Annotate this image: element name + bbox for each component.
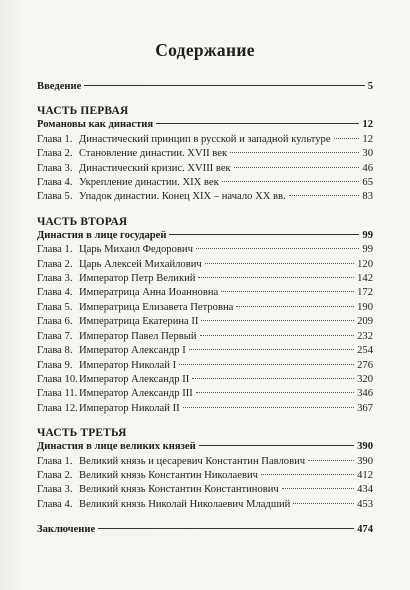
toc-page-number: 412 (357, 469, 373, 481)
chapter-title: Великий князь Константин Константинович (79, 484, 279, 496)
toc-chapter (37, 176, 373, 190)
toc-page-number: 172 (357, 287, 373, 299)
chapter-number: Глава 9. (37, 359, 73, 371)
toc-page-number: 190 (357, 301, 373, 313)
chapter-title: Укрепление династии. XIX век (79, 177, 219, 189)
chapter-number: Глава 7. (37, 330, 73, 342)
dot-leader (261, 474, 354, 475)
toc-page-number: 30 (362, 148, 373, 160)
chapter-number: Глава 3. (37, 484, 73, 496)
chapter-number: Глава 10. (37, 373, 78, 385)
part-heading: ЧАСТЬ ВТОРАЯ (37, 215, 128, 228)
toc-entry-conclusion (37, 523, 373, 537)
toc-chapter (37, 455, 373, 469)
toc-page-number: 99 (362, 229, 373, 241)
chapter-title: Император Петр Великий (79, 273, 196, 285)
chapter-number: Глава 2. (37, 258, 73, 270)
dot-leader (221, 291, 354, 292)
chapter-number: Глава 4. (37, 287, 73, 299)
table-of-contents (37, 40, 373, 538)
toc-chapter (37, 301, 373, 315)
chapter-number: Глава 2. (37, 469, 73, 481)
dot-leader (84, 85, 364, 86)
toc-section-label: Династия в лице великих князей (37, 441, 196, 453)
toc-chapter (37, 498, 373, 512)
chapter-title: Великий князь Константин Николаевич (79, 469, 258, 481)
chapter-title: Династический принцип в русской и западной культуре (79, 133, 331, 145)
toc-page-number: 320 (357, 373, 373, 385)
toc-chapter (37, 469, 373, 483)
toc-page-number: 209 (357, 316, 373, 328)
toc-page-number: 5 (367, 81, 373, 92)
toc-entry-label: Заключение (37, 524, 96, 536)
chapter-number: Глава 1. (37, 133, 73, 145)
toc-section (37, 440, 373, 454)
chapter-title: Императрица Екатерина II (79, 316, 199, 328)
dot-leader (236, 306, 354, 307)
chapter-number: Глава 11. (37, 388, 78, 400)
toc-page-number: 346 (357, 388, 373, 400)
toc-chapter (37, 483, 373, 497)
chapter-number: Глава 3. (37, 162, 73, 174)
toc-page-number: 120 (357, 258, 373, 270)
chapter-title: Династический кризис. XVIII век (79, 162, 231, 174)
dot-leader (189, 349, 354, 350)
toc-chapter (37, 133, 373, 147)
dot-leader (293, 503, 354, 504)
toc-chapter (37, 330, 373, 344)
chapter-title: Императрица Анна Иоанновна (79, 287, 219, 299)
chapter-number: Глава 4. (37, 177, 73, 189)
dot-leader (156, 123, 359, 124)
toc-chapter (37, 402, 373, 416)
toc-chapter (37, 387, 373, 401)
toc-section (37, 118, 373, 132)
toc-page-number: 390 (357, 441, 373, 453)
toc-page-number: 65 (362, 177, 373, 189)
toc-section (37, 229, 373, 243)
dot-leader (200, 335, 355, 336)
chapter-number: Глава 5. (37, 191, 73, 203)
dot-leader (234, 167, 360, 168)
dot-leader (201, 320, 354, 321)
chapter-title: Упадок династии. Конец XIX – начало XX вв. (79, 191, 286, 203)
toc-page-number: 12 (362, 119, 373, 131)
chapter-number: Глава 4. (37, 498, 73, 510)
dot-leader (308, 460, 354, 461)
chapter-title: Император Александр II (79, 373, 190, 385)
dot-leader (192, 378, 354, 379)
chapter-title: Становление династии. XVII век (79, 148, 228, 160)
toc-page-number: 83 (362, 191, 373, 203)
dot-leader (183, 407, 354, 408)
dot-leader (198, 277, 354, 278)
toc-chapter (37, 162, 373, 176)
chapter-number: Глава 3. (37, 273, 73, 285)
chapter-title: Император Александр III (79, 388, 193, 400)
toc-page-number: 232 (357, 330, 373, 342)
toc-section-label: Династия в лице государей (37, 229, 167, 241)
toc-entry-intro (37, 80, 373, 94)
toc-entry-label: Введение (37, 81, 82, 92)
toc-chapter (37, 243, 373, 257)
dot-leader (289, 195, 360, 196)
chapter-number: Глава 1. (37, 455, 73, 467)
toc-page-number: 434 (357, 484, 373, 496)
toc-page-number: 99 (362, 244, 373, 256)
dot-leader (334, 138, 360, 139)
toc-chapter (37, 373, 373, 387)
toc-chapter (37, 344, 373, 358)
toc-page-number: 142 (357, 273, 373, 285)
toc-page-number: 46 (362, 162, 373, 174)
dot-leader (196, 248, 360, 249)
chapter-title: Император Александр I (79, 345, 186, 357)
toc-page-number: 367 (357, 402, 373, 414)
dot-leader (222, 181, 360, 182)
toc-chapter (37, 315, 373, 329)
chapter-title: Император Николай I (79, 359, 177, 371)
dot-leader (205, 263, 354, 264)
dot-leader (196, 392, 354, 393)
chapter-title: Царь Алексей Михайлович (79, 258, 202, 270)
dot-leader (98, 528, 354, 529)
chapter-number: Глава 2. (37, 148, 73, 160)
chapter-title: Император Николай II (79, 402, 180, 414)
toc-page-number: 390 (357, 455, 373, 467)
chapter-number: Глава 6. (37, 316, 73, 328)
chapter-number: Глава 8. (37, 345, 73, 357)
chapter-title: Император Павел Первый (79, 330, 197, 342)
chapter-number: Глава 12. (37, 402, 78, 414)
dot-leader (230, 152, 359, 153)
dot-leader (169, 234, 359, 235)
toc-chapter (37, 258, 373, 272)
chapter-number: Глава 5. (37, 301, 73, 313)
part-heading: ЧАСТЬ ТРЕТЬЯ (37, 427, 127, 440)
toc-chapter (37, 190, 373, 204)
part-heading: ЧАСТЬ ПЕРВАЯ (37, 105, 129, 118)
toc-chapter (37, 286, 373, 300)
toc-page-number: 12 (362, 133, 373, 145)
chapter-number: Глава 1. (37, 244, 73, 256)
chapter-title: Императрица Елизавета Петровна (79, 301, 234, 313)
chapter-title: Великий князь и цесаревич Константин Павлович (79, 455, 306, 467)
dot-leader (179, 364, 354, 365)
toc-page-number: 474 (357, 524, 373, 536)
chapter-title: Царь Михаил Федорович (79, 244, 193, 256)
toc-page-number: 254 (357, 345, 373, 357)
toc-title: Содержание (155, 40, 255, 60)
toc-chapter (37, 359, 373, 373)
dot-leader (282, 488, 354, 489)
chapter-title: Великий князь Николай Николаевич Младший (79, 498, 291, 510)
dot-leader (199, 445, 354, 446)
toc-page-number: 276 (357, 359, 373, 371)
toc-chapter (37, 272, 373, 286)
toc-page-number: 453 (357, 498, 373, 510)
toc-chapter (37, 147, 373, 161)
toc-section-label: Романовы как династия (37, 119, 154, 131)
